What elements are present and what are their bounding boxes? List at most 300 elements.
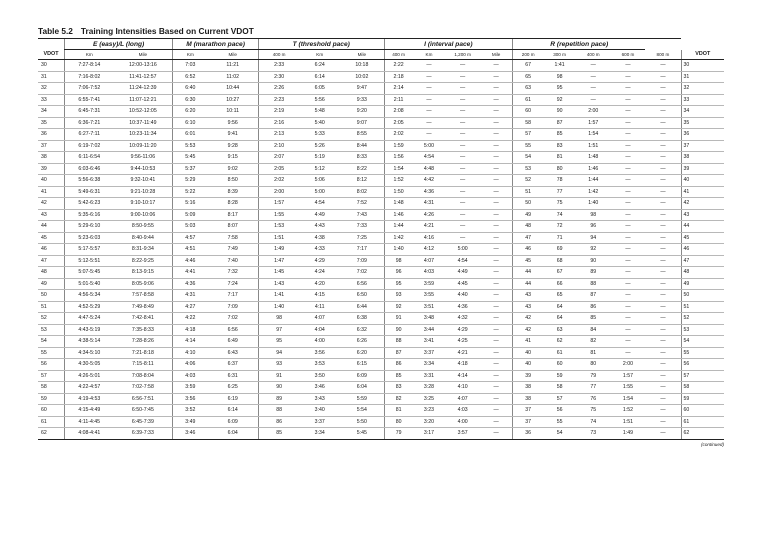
table-cell: 4:03 — [445, 405, 480, 417]
table-cell: 4:10 — [445, 382, 480, 394]
table-cell: 57 — [513, 129, 544, 141]
table-cell: 7:09 — [207, 301, 258, 313]
table-cell: 83 — [543, 140, 576, 152]
vdot-cell: 46 — [38, 244, 65, 256]
table-cell: 5:54 — [340, 405, 384, 417]
group-header-spacer — [645, 39, 681, 50]
table-cell: 1:45 — [258, 267, 299, 279]
table-cell: — — [645, 71, 681, 83]
table-cell: — — [645, 370, 681, 382]
table-cell: — — [611, 186, 646, 198]
table-cell: — — [480, 405, 513, 417]
table-cell: 9:28 — [207, 140, 258, 152]
table-cell: 77 — [543, 186, 576, 198]
table-cell: — — [645, 198, 681, 210]
table-cell: — — [611, 278, 646, 290]
column-header: 600 m — [611, 50, 646, 60]
table-cell: 48 — [513, 221, 544, 233]
table-cell: 9:15 — [207, 152, 258, 164]
table-cell: 4:38-5:14 — [65, 336, 114, 348]
table-cell: 8:39 — [207, 186, 258, 198]
table-cell: 4:38 — [299, 232, 340, 244]
table-cell: — — [611, 244, 646, 256]
table-cell: 7:16-8:02 — [65, 71, 114, 83]
table-cell: 54 — [543, 428, 576, 440]
vdot-cell: 36 — [681, 129, 724, 141]
table-cell: 96 — [384, 267, 413, 279]
table-cell: 9:32-10:41 — [114, 175, 173, 187]
table-cell: 4:03 — [413, 267, 446, 279]
table-cell: 10:23-11:34 — [114, 129, 173, 141]
table-row — [38, 140, 724, 152]
table-cell: — — [413, 94, 446, 106]
table-cell: 5:59 — [340, 393, 384, 405]
table-cell: 7:17 — [340, 244, 384, 256]
table-cell: 98 — [384, 255, 413, 267]
table-row — [38, 232, 724, 244]
table-cell: 6:01 — [173, 129, 208, 141]
table-row — [38, 129, 724, 141]
vdot-cell: 56 — [38, 359, 65, 371]
table-cell: — — [445, 221, 480, 233]
table-cell: 11:07-12:21 — [114, 94, 173, 106]
table-cell: 4:06 — [173, 359, 208, 371]
table-cell: 10:18 — [340, 60, 384, 72]
table-cell: 2:22 — [384, 60, 413, 72]
table-cell: 4:45 — [445, 278, 480, 290]
table-cell: 81 — [543, 152, 576, 164]
table-cell: — — [645, 163, 681, 175]
table-cell: 2:05 — [384, 117, 413, 129]
table-cell: — — [645, 290, 681, 302]
vdot-cell: 54 — [38, 336, 65, 348]
table-cell: 6:04 — [207, 428, 258, 440]
table-cell: 4:22 — [173, 313, 208, 325]
vdot-cell: 39 — [681, 163, 724, 175]
table-cell: — — [445, 232, 480, 244]
table-cell: 6:26 — [340, 336, 384, 348]
table-cell: — — [645, 186, 681, 198]
table-cell: — — [480, 244, 513, 256]
table-cell: 4:25 — [445, 336, 480, 348]
subheader-row — [38, 50, 724, 60]
table-cell: 98 — [543, 71, 576, 83]
table-cell: 6:25 — [207, 382, 258, 394]
table-cell: — — [445, 117, 480, 129]
table-cell: 80 — [576, 359, 611, 371]
table-cell: 3:49 — [173, 416, 208, 428]
vdot-cell: 56 — [681, 359, 724, 371]
table-cell: 4:43 — [299, 221, 340, 233]
table-cell: 4:46 — [173, 255, 208, 267]
table-cell: 2:18 — [384, 71, 413, 83]
table-cell: 4:33 — [299, 244, 340, 256]
table-row — [38, 393, 724, 405]
table-cell: 4:14 — [173, 336, 208, 348]
table-cell: 86 — [258, 416, 299, 428]
table-cell: 7:52 — [340, 198, 384, 210]
table-cell: 9:21-10:28 — [114, 186, 173, 198]
table-cell: — — [413, 83, 446, 95]
table-cell: 90 — [576, 255, 611, 267]
table-cell: 74 — [576, 416, 611, 428]
table-cell: 1:51 — [576, 140, 611, 152]
table-cell: 4:19-4:53 — [65, 393, 114, 405]
table-cell: 6:37 — [207, 359, 258, 371]
table-cell: — — [645, 428, 681, 440]
vdot-cell: 40 — [681, 175, 724, 187]
table-cell: — — [645, 140, 681, 152]
table-cell: — — [480, 129, 513, 141]
table-cell: 88 — [384, 336, 413, 348]
vdot-cell: 48 — [681, 267, 724, 279]
vdot-cell: 37 — [681, 140, 724, 152]
table-cell: 4:47-5:24 — [65, 313, 114, 325]
table-cell: 93 — [384, 290, 413, 302]
table-cell: 93 — [258, 359, 299, 371]
table-cell: 5:03 — [173, 221, 208, 233]
table-cell: 2:11 — [384, 94, 413, 106]
table-cell: — — [645, 359, 681, 371]
table-cell: 4:24 — [299, 267, 340, 279]
table-row — [38, 324, 724, 336]
table-row — [38, 359, 724, 371]
table-cell: 4:36 — [445, 301, 480, 313]
table-cell: 8:22 — [340, 163, 384, 175]
table-cell: 1:48 — [576, 152, 611, 164]
table-cell: 87 — [576, 290, 611, 302]
table-cell: 9:10-10:17 — [114, 198, 173, 210]
table-cell: 5:35-6:16 — [65, 209, 114, 221]
vdot-cell: 46 — [681, 244, 724, 256]
table-row — [38, 301, 724, 313]
group-header: T (threshold pace) — [258, 39, 384, 50]
table-row — [38, 278, 724, 290]
table-cell: 8:13-9:15 — [114, 267, 173, 279]
table-cell: 3:43 — [299, 393, 340, 405]
table-title: Training Intensities Based on Current VDOT — [80, 26, 254, 36]
table-cell: 40 — [513, 347, 544, 359]
vdot-cell: 43 — [38, 209, 65, 221]
table-cell: 4:07 — [299, 313, 340, 325]
column-header: VDOT — [681, 50, 724, 60]
table-row — [38, 106, 724, 118]
table-cell: 82 — [576, 336, 611, 348]
table-cell: 5:29-6:10 — [65, 221, 114, 233]
table-cell: 8:55 — [340, 129, 384, 141]
table-cell: 4:12 — [413, 244, 446, 256]
table-cell: 3:20 — [413, 416, 446, 428]
table-cell: 2:16 — [258, 117, 299, 129]
table-cell: 44 — [513, 267, 544, 279]
table-cell: 3:59 — [173, 382, 208, 394]
table-cell: — — [576, 94, 611, 106]
table-cell: 47 — [513, 232, 544, 244]
table-cell: 5:29 — [173, 175, 208, 187]
table-cell: 3:28 — [413, 382, 446, 394]
table-cell: 3:51 — [413, 301, 446, 313]
table-cell: — — [445, 129, 480, 141]
table-cell: — — [480, 198, 513, 210]
table-cell: 4:26-5:01 — [65, 370, 114, 382]
table-cell: — — [480, 382, 513, 394]
table-cell: 3:25 — [413, 393, 446, 405]
vdot-cell: 45 — [38, 232, 65, 244]
table-cell: 5:40 — [299, 117, 340, 129]
table-cell: — — [645, 313, 681, 325]
table-cell: 1:57 — [611, 370, 646, 382]
table-cell: 6:15 — [340, 359, 384, 371]
table-cell: 1:42 — [576, 186, 611, 198]
table-cell: — — [480, 336, 513, 348]
table-cell: 6:03-6:46 — [65, 163, 114, 175]
vdot-cell: 34 — [681, 106, 724, 118]
vdot-cell: 43 — [681, 209, 724, 221]
table-cell: — — [645, 324, 681, 336]
table-cell: 3:37 — [413, 347, 446, 359]
table-cell: 94 — [576, 232, 611, 244]
table-cell: 10:11 — [207, 106, 258, 118]
vdot-cell: 61 — [681, 416, 724, 428]
table-cell: 6:38 — [340, 313, 384, 325]
table-cell: — — [611, 301, 646, 313]
table-cell: 6:40 — [173, 83, 208, 95]
table-cell: 75 — [543, 198, 576, 210]
table-cell: 6:19-7:02 — [65, 140, 114, 152]
table-cell: 6:45-7:39 — [114, 416, 173, 428]
table-cell: 7:42-8:41 — [114, 313, 173, 325]
table-cell: 4:49 — [445, 267, 480, 279]
table-cell: — — [645, 175, 681, 187]
table-cell: 9:33 — [340, 94, 384, 106]
table-row — [38, 152, 724, 164]
table-cell: — — [480, 140, 513, 152]
table-cell: 62 — [543, 336, 576, 348]
table-cell: 87 — [543, 117, 576, 129]
table-cell: — — [480, 163, 513, 175]
vdot-cell: 50 — [38, 290, 65, 302]
table-cell: 2:00 — [611, 359, 646, 371]
table-cell: 3:46 — [173, 428, 208, 440]
table-cell: — — [480, 267, 513, 279]
table-cell: 52 — [513, 175, 544, 187]
table-cell: — — [611, 198, 646, 210]
table-cell: 6:27-7:11 — [65, 129, 114, 141]
table-cell: — — [611, 129, 646, 141]
table-cell: 5:00 — [299, 186, 340, 198]
column-header: 400 m — [576, 50, 611, 60]
table-cell: 5:00 — [445, 244, 480, 256]
table-cell: — — [445, 186, 480, 198]
table-cell: 5:23-6:03 — [65, 232, 114, 244]
table-cell: 75 — [576, 405, 611, 417]
table-body — [38, 60, 724, 440]
table-cell: 6:09 — [340, 370, 384, 382]
table-cell: 2:10 — [258, 140, 299, 152]
table-cell: 3:56 — [173, 393, 208, 405]
table-cell: — — [611, 290, 646, 302]
table-cell: 46 — [513, 244, 544, 256]
table-cell: 6:24 — [299, 60, 340, 72]
table-cell: 4:20 — [299, 278, 340, 290]
table-cell: — — [480, 117, 513, 129]
table-cell: 1:40 — [258, 301, 299, 313]
table-cell: 90 — [384, 324, 413, 336]
table-cell: 1:54 — [384, 163, 413, 175]
table-cell: 4:57 — [173, 232, 208, 244]
table-cell: — — [480, 416, 513, 428]
table-cell: 2:14 — [384, 83, 413, 95]
table-row — [38, 405, 724, 417]
table-cell: 5:53 — [173, 140, 208, 152]
table-cell: 42 — [513, 324, 544, 336]
table-cell: — — [645, 117, 681, 129]
vdot-cell: 36 — [38, 129, 65, 141]
table-cell: — — [480, 347, 513, 359]
table-cell: 3:57 — [445, 428, 480, 440]
vdot-cell: 44 — [681, 221, 724, 233]
vdot-cell: 32 — [38, 83, 65, 95]
vdot-cell: 30 — [38, 60, 65, 72]
table-cell: 9:02 — [207, 163, 258, 175]
table-cell: 69 — [543, 244, 576, 256]
vdot-cell: 59 — [681, 393, 724, 405]
table-cell: 5:01-5:40 — [65, 278, 114, 290]
table-cell: 11:21 — [207, 60, 258, 72]
vdot-cell: 58 — [38, 382, 65, 394]
vdot-cell: 31 — [38, 71, 65, 83]
table-cell: 1:43 — [258, 278, 299, 290]
table-cell: 6:49 — [207, 336, 258, 348]
table-cell: — — [445, 209, 480, 221]
table-cell: — — [480, 106, 513, 118]
table-row — [38, 370, 724, 382]
table-cell: — — [480, 278, 513, 290]
table-cell: 3:23 — [413, 405, 446, 417]
table-cell: 1:44 — [384, 221, 413, 233]
column-header: 400 m — [258, 50, 299, 60]
table-cell: 3:34 — [413, 359, 446, 371]
table-cell: 1:44 — [576, 175, 611, 187]
table-cell: 9:41 — [207, 129, 258, 141]
table-cell: 7:49 — [207, 244, 258, 256]
table-cell: — — [445, 163, 480, 175]
table-cell: 55 — [513, 140, 544, 152]
table-cell: 6:52 — [173, 71, 208, 83]
table-cell: 4:15-4:49 — [65, 405, 114, 417]
table-cell: 6:50-7:45 — [114, 405, 173, 417]
table-cell: — — [480, 255, 513, 267]
table-cell: 4:34-5:10 — [65, 347, 114, 359]
table-cell: 3:50 — [299, 370, 340, 382]
table-cell: 8:31-9:34 — [114, 244, 173, 256]
table-cell: 68 — [543, 255, 576, 267]
table-cell: — — [480, 209, 513, 221]
table-cell: 10:37-11:49 — [114, 117, 173, 129]
table-cell: 2:00 — [258, 186, 299, 198]
vdot-cell: 38 — [681, 152, 724, 164]
table-cell: 58 — [513, 117, 544, 129]
table-cell: 44 — [513, 278, 544, 290]
table-cell: 4:31 — [413, 198, 446, 210]
table-cell: 7:17 — [207, 290, 258, 302]
table-cell: 73 — [576, 428, 611, 440]
table-row — [38, 83, 724, 95]
table-cell: 9:00-10:06 — [114, 209, 173, 221]
table-cell: 54 — [513, 152, 544, 164]
table-cell: — — [445, 60, 480, 72]
table-cell: 6:04 — [340, 382, 384, 394]
table-row — [38, 416, 724, 428]
table-cell: 10:09-11:20 — [114, 140, 173, 152]
table-cell: 3:53 — [299, 359, 340, 371]
table-cell: 4:52-5:29 — [65, 301, 114, 313]
table-row — [38, 336, 724, 348]
group-header: E (easy)/L (long) — [65, 39, 173, 50]
table-row — [38, 175, 724, 187]
table-cell: 4:36 — [413, 186, 446, 198]
table-cell: 61 — [543, 347, 576, 359]
table-cell: 50 — [513, 198, 544, 210]
table-cell: 7:40 — [207, 255, 258, 267]
table-cell: 3:34 — [299, 428, 340, 440]
table-cell: 79 — [384, 428, 413, 440]
table-cell: — — [611, 347, 646, 359]
table-cell: 3:59 — [413, 278, 446, 290]
table-cell: — — [645, 83, 681, 95]
table-cell: 6:56 — [340, 278, 384, 290]
table-cell: 3:17 — [413, 428, 446, 440]
table-cell: — — [480, 301, 513, 313]
table-cell: — — [611, 163, 646, 175]
column-header: Mile — [480, 50, 513, 60]
vdot-cell: 41 — [38, 186, 65, 198]
column-header: Km — [173, 50, 208, 60]
table-cell: 6:14 — [207, 405, 258, 417]
table-cell: 8:02 — [340, 186, 384, 198]
table-cell: 4:51 — [173, 244, 208, 256]
table-cell: 72 — [543, 221, 576, 233]
table-cell: — — [445, 94, 480, 106]
table-cell: 5:49-6:31 — [65, 186, 114, 198]
table-row — [38, 290, 724, 302]
table-cell: 7:24 — [207, 278, 258, 290]
vdot-cell: 32 — [681, 83, 724, 95]
table-row — [38, 255, 724, 267]
table-cell: 9:56-11:06 — [114, 152, 173, 164]
table-cell: 6:45-7:31 — [65, 106, 114, 118]
table-cell: — — [645, 416, 681, 428]
table-cell: 3:37 — [299, 416, 340, 428]
table-cell: 5:12 — [299, 163, 340, 175]
table-cell: 83 — [384, 382, 413, 394]
table-cell: 1:49 — [258, 244, 299, 256]
table-cell: 3:55 — [413, 290, 446, 302]
table-row — [38, 267, 724, 279]
vdot-cell: 51 — [681, 301, 724, 313]
table-cell: 5:17-5:57 — [65, 244, 114, 256]
table-cell: 6:50 — [340, 290, 384, 302]
vdot-cell: 33 — [38, 94, 65, 106]
table-cell: 63 — [543, 324, 576, 336]
group-header-row — [38, 39, 724, 50]
table-cell: 3:40 — [299, 405, 340, 417]
table-cell: 6:43 — [207, 347, 258, 359]
table-cell: — — [480, 221, 513, 233]
table-row — [38, 198, 724, 210]
table-cell: 8:05-9:06 — [114, 278, 173, 290]
table-cell: 2:05 — [258, 163, 299, 175]
